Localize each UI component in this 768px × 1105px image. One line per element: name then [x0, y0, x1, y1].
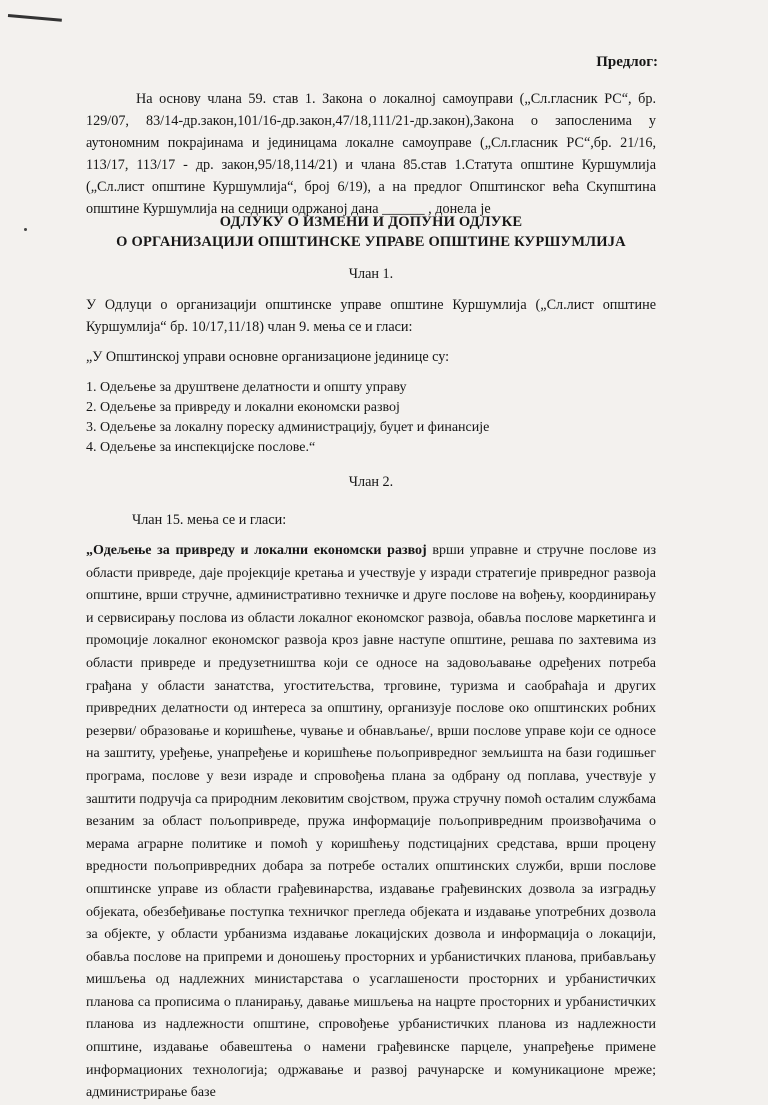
list-item: 2. Одељење за привреду и локални економски развој	[86, 400, 400, 415]
intro-paragraph	[86, 88, 656, 220]
article-2-heading: Члан 2.	[348, 474, 394, 490]
document-title	[86, 212, 656, 252]
article-2-body	[86, 540, 656, 1105]
title-line-2: О ОРГАНИЗАЦИЈИ ОПШТИНСКЕ УПРАВЕ ОПШТИНЕ КУРШУМЛИЈА	[116, 234, 626, 250]
article-1-quote-intro	[86, 346, 656, 368]
list-item: 3. Одељење за локалну пореску администрацију, буџет и финансије	[86, 420, 490, 435]
article-1-paragraph: У Одлуци о организацији општинске управе општине Куршумлија („Сл.лист општине Куршумлија“ бр. 10/17,11/18) члан 9. мења се и гласи:	[86, 297, 656, 335]
list-item: 1. Одељење за друштвене делатности и општу управу	[86, 380, 407, 395]
intro-text: На основу члана 59. став 1. Закона о локалној самоуправи („Сл.гласник РС“, бр. 129/07, 83/14-др.закон,101/16-др.закон,47/18,111/21-др.закон),Закона о запосленима у аутономним покрајинама и јединицама локалне самоуправе („Сл.гласник РС“,бр. 21/16, 113/17, 113/17 - др. закон,95/18,114/21) и члана 85.став 1.Статута општине Куршумлија („Сл.лист општине Куршумлија“, број 6/19), а на предлог Општинског већа Скупштина општине Куршумлија на седници одржаној дана ______ , донела је	[86, 91, 656, 217]
department-name: „Одељење за привреду и локални економски развој	[86, 543, 427, 558]
department-duties-text: врши управне и стручне послове из области привреде, даје пројекције кретања и учествује у изради стратегије привредног развоја општине, врши стручне, административно техничке и друге послове на вођењу, координирању и сервисирању послова из области локалног економског развоја, обавља послове маркетинга и промоције локалног економског развоја кроз јавне наступе општине, решава по захтевима из области привреде и предузетништва који се односе на задовољавање одређених потреба грађана у области занатства, угоститељства, трговине, туризма и саобраћаја и других привредних делатности од интереса за општину, организује послове око општинских робних резерви/ образовање и коришћење, чување и обнављање/, врши послове управе који се односе на заштиту, уређење, унапређење и коришћење пољопривредног земљишта на бази годишњег програма, послове у вези израде и спровођења плана за одбрану од поплава, учествује у заштити подручја са природним лековитим својством, пружа стручну помоћ осталим службама везаним за област пољопривреде, пружа информације пољопривредним произвођачима о мерама аграрне политике и помоћ у коришћењу подстицајних средстава, врши процену вредности пољопривредних добара за потребе осталих општинских служби, врши послове општинске управе из области грађевинарства, издавање грађевинских дозвола за изградњу објеката, обезбеђивање поступка техничког прегледа објеката и издавање употребних дозвола за објекте, у области урбанизма издавање локацијских дозвола и информација о локацији, обавља послове на припреми и доношењу просторних и урбанистичких планова, прибављању мишљења од надлежних министарстава о усаглашености просторних и урбанистичких планова са прописима о планирању, давање мишљења на нацрте просторних и урбанистичких планова из надлежности општине, спровођење урбанистичких планова из надлежности општине, издавање обавештења о намени грађевинске парцеле, унапређење примене информационих технологија; одржавање и развој рачунарске и комуникационе мреже; администрирање базе	[86, 543, 656, 1101]
list-item: 4. Одељење за инспекцијске послове.“	[86, 440, 316, 455]
scan-speck	[24, 228, 27, 231]
quote-intro-text: „У Општинској управи основне организационе јединице су:	[86, 349, 450, 365]
article-2-intro: Члан 15. мења се и гласи:	[132, 512, 287, 528]
article-1-heading: Члан 1.	[348, 266, 394, 282]
organizational-units-list	[86, 378, 656, 458]
title-line-1: ОДЛУКУ О ИЗМЕНИ И ДОПУНИ ОДЛУКЕ	[219, 214, 523, 230]
article-1-text	[86, 294, 656, 338]
scan-pen-mark	[8, 14, 62, 22]
proposal-label: Предлог:	[596, 54, 658, 70]
